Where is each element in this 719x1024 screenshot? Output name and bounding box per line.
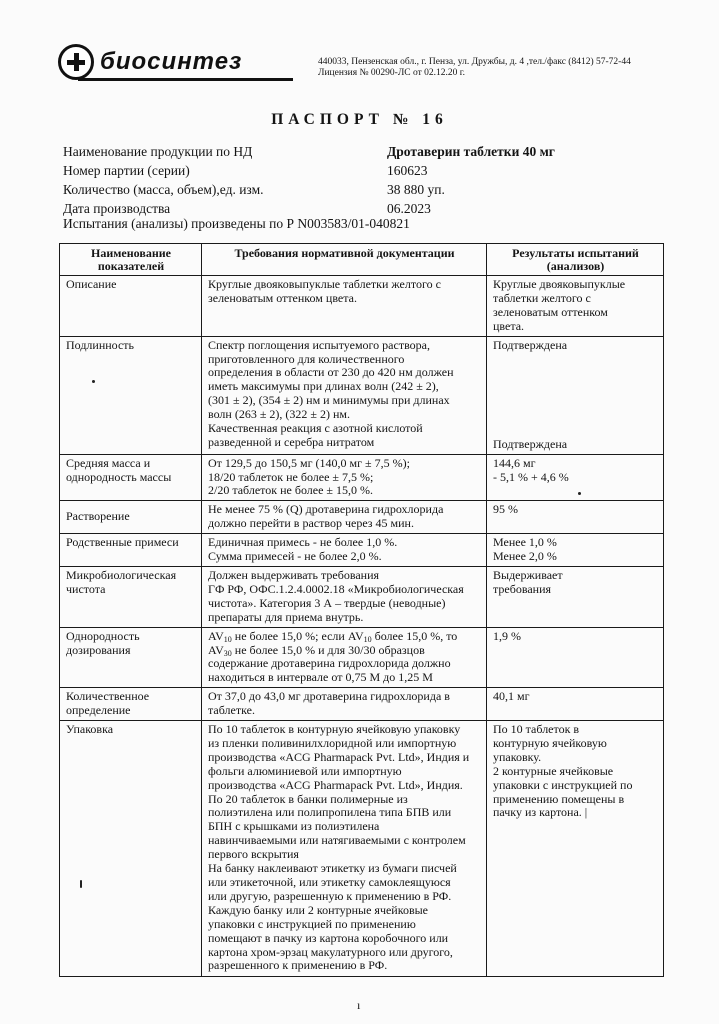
logo-underline	[78, 78, 293, 81]
uniformity-line-1: $AV_{10}$ не более 15,0 %; если $AV_{10}$ более 15,0 %, то	[208, 628, 458, 644]
result-cell	[487, 336, 664, 454]
result-spectrum: Подтверждена	[493, 337, 568, 352]
table-row	[60, 501, 664, 534]
table-header-row	[60, 244, 664, 276]
header-results: Результаты испытаний (анализов)	[487, 244, 664, 276]
result-cell: 40,1 мг	[487, 688, 664, 721]
requirement-cell: Должен выдерживать требования ГФ РФ, ОФС.1.2.4.0002.18 «Микробиологическая чистота». Категория 3 А – твердые (неводные) препараты для приема внутрь.	[202, 566, 487, 627]
batch-value: 160623	[387, 163, 428, 178]
requirement-cell: По 10 таблеток в контурную ячейковую упаковку из пленки поливинилхлоридной или импортную производства «ACG Pharmapack Pvt. Ltd», Индия и фольги алюминиевой или импортную производства «ACG Pharmapack Pvt. Ltd», Индия. По 20 таблеток в банки полимерные из полиэтилена или полипропилена типа БПВ или БПН с крышками из полиэтилена навинчиваемыми или натягиваемыми с контролем первого вскрытия На банку наклеивают этикетку из бумаги писчей или этикеточной, или этикетку самоклеящуюся или другую, разрешенную к применению в РФ. Каждую банку или 2 контурные ячейковые упаковки с инструкцией по применению помещают в пачку из картона коробочного или картона хром-эрзац макулатурного или другого, разрешенного к применению в РФ.	[202, 721, 487, 977]
table-row	[60, 627, 664, 688]
header-requirements: Требования нормативной документации	[202, 244, 487, 276]
scan-speck	[578, 492, 581, 495]
uniformity-line-2: $AV_{30}$ не более 15,0 % и для 30/30 образцов	[208, 642, 425, 658]
result-cell: 95 %	[487, 501, 664, 534]
requirement-cell: Круглые двояковыпуклые таблетки желтого с зеленоватым оттенком цвета.	[202, 276, 487, 337]
requirement-cell: От 129,5 до 150,5 мг (140,0 мг ± 7,5 %); 18/20 таблеток не более ± 7,5 %; 2/20 таблеток не более ± 15,0 %.	[202, 454, 487, 501]
address-line: 440033, Пензенская обл., г. Пенза, ул. Дружбы, д. 4 ,тел./факс (8412) 57-72-44	[318, 57, 631, 67]
requirement-cell: Не менее 75 % (Q) дротаверина гидрохлорида должно перейти в раствор через 45 мин.	[202, 501, 487, 534]
result-cell: Выдерживает требования	[487, 566, 664, 627]
info-row-product	[63, 144, 663, 163]
product-value: Дротаверин таблетки 40 мг	[387, 144, 555, 159]
quantity-value: 38 880 уп.	[387, 182, 445, 197]
product-info	[63, 144, 663, 220]
table-row	[60, 276, 664, 337]
table-row	[60, 566, 664, 627]
table-row	[60, 454, 664, 501]
date-label: Дата производства	[63, 201, 171, 216]
indicator-cell: Упаковка	[60, 721, 202, 977]
scan-speck	[80, 880, 82, 888]
requirement-cell: От 37,0 до 43,0 мг дротаверина гидрохлорида в таблетке.	[202, 688, 487, 721]
cross-emblem-icon	[58, 44, 94, 80]
info-row-batch	[63, 163, 663, 182]
batch-label: Номер партии (серии)	[63, 163, 190, 178]
result-cell: По 10 таблеток в контурную ячейковую упаковку. 2 контурные ячейковые упаковки с инструкцией по применению помещены в пачку из картона. |	[487, 721, 664, 977]
indicator-cell: Подлинность	[60, 336, 202, 454]
indicator-cell: Описание	[60, 276, 202, 337]
indicator-cell: Количественное определение	[60, 688, 202, 721]
result-cell: 144,6 мг - 5,1 % + 4,6 %	[487, 454, 664, 501]
indicator-cell: Микробиологическая чистота	[60, 566, 202, 627]
indicator-cell: Однородность дозирования	[60, 627, 202, 688]
scan-speck	[92, 380, 95, 383]
company-logo	[58, 42, 258, 84]
table-row	[60, 721, 664, 977]
quantity-label: Количество (масса, объем),ед. изм.	[63, 182, 264, 197]
license-line: Лицензия № 00290-ЛС от 02.12.20 г.	[318, 68, 465, 78]
table-row	[60, 688, 664, 721]
result-cell: 1,9 %	[487, 627, 664, 688]
page-title: ПАСПОРТ № 16	[271, 111, 448, 128]
table-row	[60, 336, 664, 454]
uniformity-rest: содержание дротаверина гидрохлорида должно находиться в интервале от 0,75 М до 1,25 М	[208, 656, 451, 685]
indicator-cell: Растворение	[60, 501, 202, 534]
requirement-cell	[202, 627, 487, 688]
table-row	[60, 534, 664, 567]
brand-name: биосинтез	[100, 48, 243, 75]
indicator-cell: Родственные примеси	[60, 534, 202, 567]
specification-table	[59, 243, 664, 977]
product-label: Наименование продукции по НД	[63, 144, 253, 159]
page-mark: ı	[357, 998, 361, 1012]
result-cell: Круглые двояковыпуклые таблетки желтого с зеленоватым оттенком цвета.	[487, 276, 664, 337]
result-reaction: Подтверждена	[493, 436, 568, 451]
company-address	[318, 57, 631, 79]
requirement-cell: Единичная примесь - не более 1,0 %. Сумма примесей - не более 2,0 %.	[202, 534, 487, 567]
header-indicator: Наименование показателей	[60, 244, 202, 276]
indicator-cell: Средняя масса и однородность массы	[60, 454, 202, 501]
tests-reference: Испытания (анализы) произведены по Р N003583/01-040821	[63, 216, 410, 231]
date-value: 06.2023	[387, 201, 431, 216]
info-row-quantity	[63, 182, 663, 201]
result-cell: Менее 1,0 % Менее 2,0 %	[487, 534, 664, 567]
requirement-cell: Спектр поглощения испытуемого раствора, приготовленного для количественного определения в области от 230 до 420 нм должен иметь максимумы при длинах волн (242 ± 2), (301 ± 2), (354 ± 2) нм и минимумы при длинах волн (263 ± 2), (322 ± 2) нм. Качественная реакция с азотной кислотой разведенной и серебра нитратом	[202, 336, 487, 454]
